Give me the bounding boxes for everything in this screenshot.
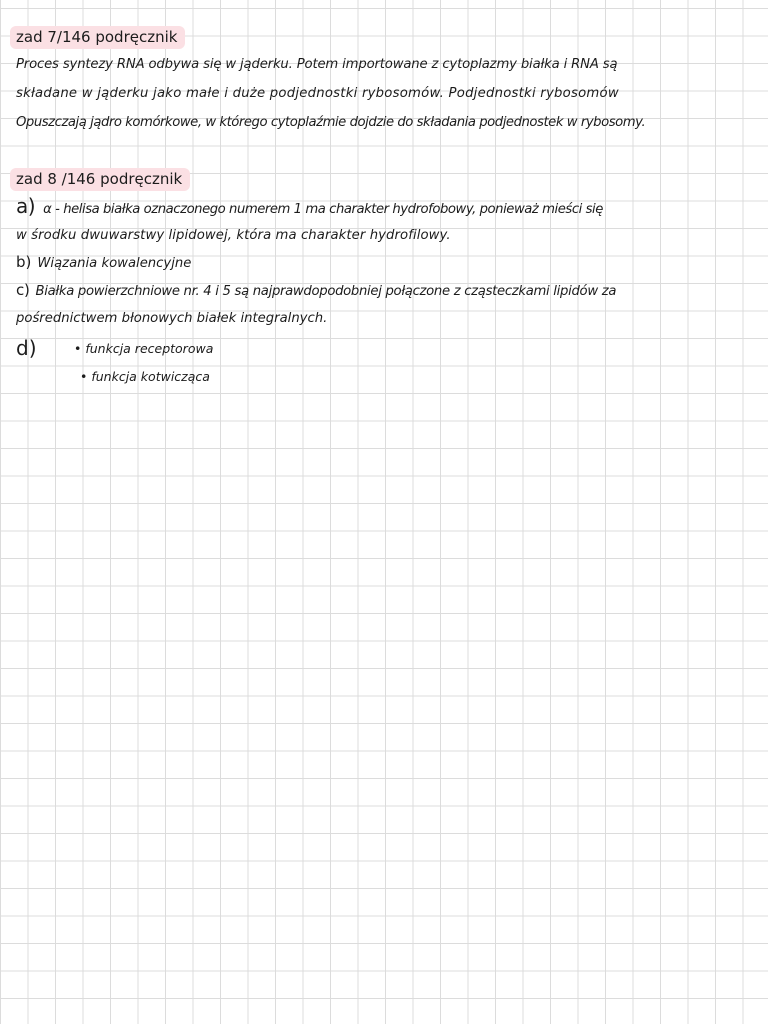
task8-c-label: c) [16, 281, 30, 299]
task8-c-line-1 [16, 283, 616, 298]
task8-c-line-2: pośrednictwem błonowych białek integralnych. [16, 311, 328, 326]
task8-a-label: a) [16, 194, 36, 218]
task8-d-item-2: • funkcja kotwicząca [80, 369, 210, 384]
task7-line-3: Opuszczają jądro komórkowe, w którego cytoplaźmie dojdzie do składania podjednostek w rybosomy. [16, 115, 646, 130]
task7-line-1: Proces syntezy RNA odbywa się w jąderku. Potem importowane z cytoplazmy białka i RNA są [16, 57, 618, 72]
task8-a-line-2: w środku dwuwarstwy lipidowej, która ma charakter hydrofilowy. [16, 228, 451, 243]
task8-b-line [16, 255, 191, 270]
task8-a-text-1: α - helisa białka oznaczonego numerem 1 ma charakter hydrofobowy, ponieważ mieści się [43, 202, 603, 217]
task8-b-text: Wiązania kowalencyjne [37, 256, 192, 271]
task7-line-2: składane w jąderku jako małe i duże podjednostki rybosomów. Podjednostki rybosomów [16, 86, 619, 101]
task8-c-text-1: Białka powierzchniowe nr. 4 i 5 są najprawdopodobniej połączone z cząsteczkami lipidów za [35, 284, 617, 299]
task8-d-label: d) [16, 336, 37, 360]
task8-a-line-1 [16, 196, 603, 216]
task8-d-item-1: • funkcja receptorowa [74, 341, 214, 356]
task8-heading: zad 8 /146 podręcznik [10, 168, 190, 191]
task7-heading: zad 7/146 podręcznik [10, 26, 185, 49]
task8-b-label: b) [16, 253, 32, 271]
